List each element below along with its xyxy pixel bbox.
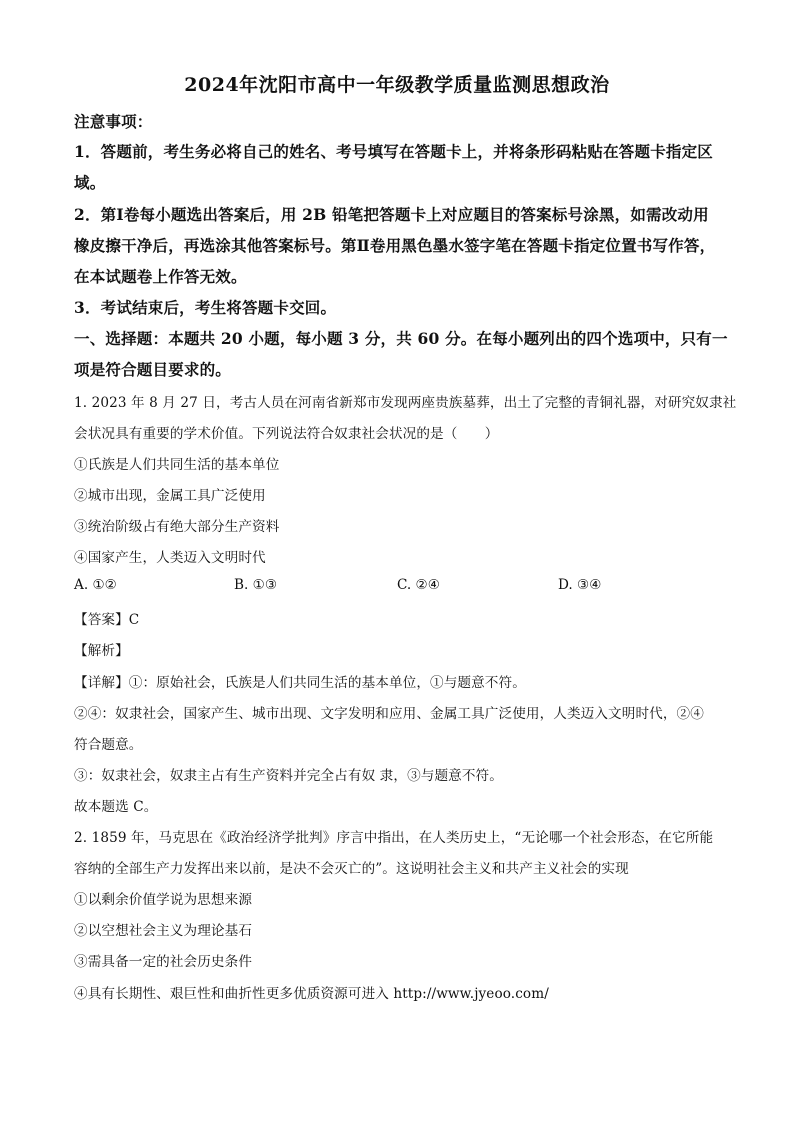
- notice-line: 3．考试结束后，考生将答题卡交回。: [74, 298, 337, 317]
- notice-line: 1．答题前，考生务必将自己的姓名、考号填写在答题卡上，并将条形码粘贴在答题卡指定区: [74, 142, 713, 161]
- question-item: ④具有长期性、艰巨性和曲折性更多优质资源可进入 http://www.jyeoo.com/: [74, 986, 549, 1002]
- question-item: ①以剩余价值学说为思想来源: [74, 892, 253, 908]
- section-heading: 项是符合题目要求的。: [74, 360, 232, 379]
- option-b: B. ①③: [234, 577, 278, 593]
- question-item: ③统治阶级占有绝大部分生产资料: [74, 519, 280, 535]
- question-item: ④国家产生，人类迈入文明时代: [74, 550, 266, 566]
- notice-line: 橡皮擦干净后，再选涂其他答案标号。第Ⅱ卷用黑色墨水签字笔在答题卡指定位置书写作答，: [74, 236, 716, 255]
- analysis-label: 【解析】: [74, 643, 129, 659]
- question-item: ②以空想社会主义为理论基石: [74, 923, 253, 939]
- option-d: D. ③④: [558, 577, 602, 593]
- detail-line: ③：奴隶社会，奴隶主占有生产资料并完全占有奴 隶，③与题意不符。: [74, 768, 503, 784]
- notice-heading: 注意事项：: [74, 112, 153, 131]
- page-title: 2024年沈阳市高中一年级教学质量监测思想政治: [184, 74, 610, 96]
- notice-line: 域。: [74, 173, 106, 192]
- answer-line: 【答案】C: [74, 612, 140, 628]
- question-item: ②城市出现，金属工具广泛使用: [74, 488, 266, 504]
- option-a: A. ①②: [74, 577, 117, 593]
- section-heading: 一、选择题：本题共 20 小题，每小题 3 分，共 60 分。在每小题列出的四个选项中，只有一: [74, 329, 728, 348]
- question-stem: 2. 1859 年，马克思在《政治经济学批判》序言中指出，在人类历史上，“无论哪一个社会形态，在它所能: [74, 830, 714, 846]
- detail-line: 符合题意。: [74, 737, 143, 753]
- option-c: C. ②④: [397, 577, 440, 593]
- question-item: ①氏族是人们共同生活的基本单位: [74, 457, 280, 473]
- notice-line: 2．第Ⅰ卷每小题选出答案后，用 2B 铅笔把答题卡上对应题目的答案标号涂黑，如需改动用: [74, 205, 709, 224]
- detail-line: 故本题选 C。: [74, 799, 158, 815]
- question-stem: 1. 2023 年 8 月 27 日，考古人员在河南省新郑市发现两座贵族墓葬，出土了完整的青铜礼器，对研究奴隶社: [74, 395, 737, 411]
- question-stem: 容纳的全部生产力发挥出来以前，是决不会灭亡的”。这说明社会主义和共产主义社会的实现: [74, 861, 629, 877]
- detail-line: ②④：奴隶社会，国家产生、城市出现、文字发明和应用、金属工具广泛使用，人类迈入文明时代，②④: [74, 706, 704, 722]
- detail-line: 【详解】①：原始社会，氏族是人们共同生活的基本单位，①与题意不符。: [74, 675, 526, 691]
- question-stem: 会状况具有重要的学术价值。下列说法符合奴隶社会状况的是（ ）: [74, 426, 499, 442]
- notice-line: 在本试题卷上作答无效。: [74, 267, 247, 286]
- question-item: ③需具备一定的社会历史条件: [74, 954, 253, 970]
